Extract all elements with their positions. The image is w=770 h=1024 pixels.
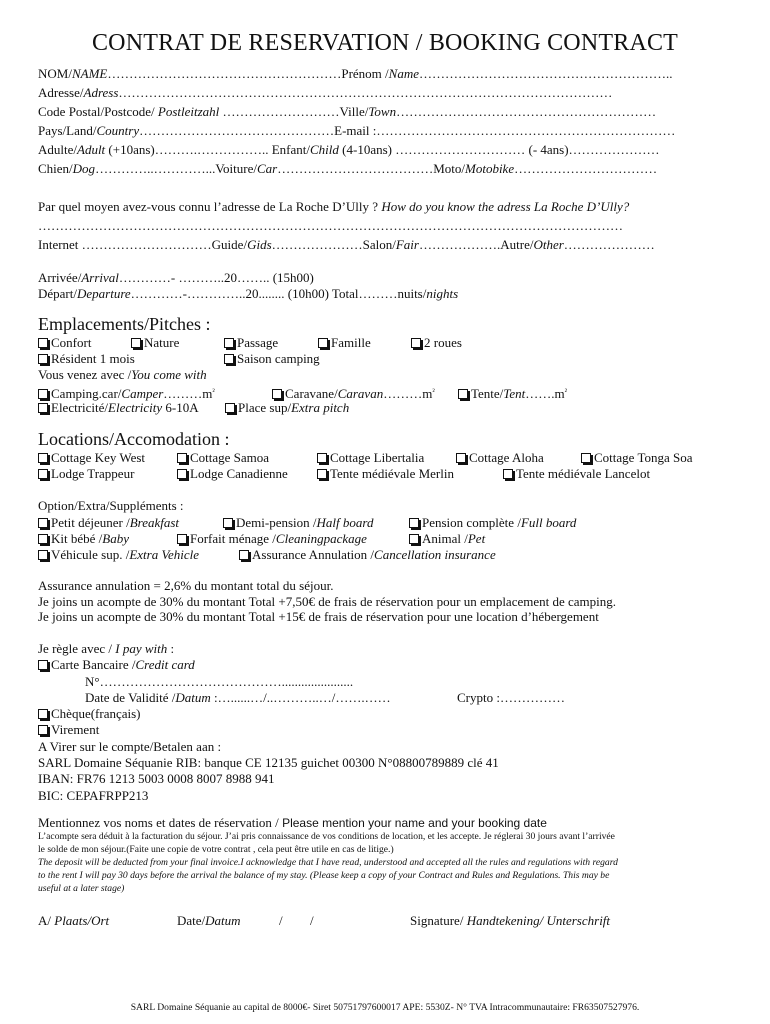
option-label: Carte Bancaire / — [51, 657, 136, 672]
caravan-label: Caravane/ — [285, 386, 338, 401]
address-label: Adresse/ — [38, 85, 84, 100]
child-label: Child — [310, 142, 339, 157]
checkbox[interactable] — [409, 518, 419, 528]
signature-label: Signature/ — [410, 913, 467, 928]
postcode-line[interactable] — [38, 104, 656, 120]
option-label-en: Breakfast — [129, 515, 180, 530]
locations-heading: Locations/Accomodation : — [38, 429, 230, 449]
option-label: Tente médiévale Merlin — [330, 466, 454, 481]
option-label: Cottage Samoa — [190, 450, 270, 465]
electricity-label: Electricité/ — [51, 400, 109, 415]
car-field: ………………………………Moto/ — [277, 161, 465, 176]
place-field[interactable] — [38, 913, 109, 929]
checkbox[interactable] — [581, 453, 591, 463]
electricity-option[interactable] — [38, 400, 199, 416]
terms-en-line-1: The deposit will be deducted from your final invoice.I acknowledge that I have read, understood and accepted all the rules and regulations with regard — [38, 857, 618, 868]
option-label: Tente médiévale Lancelot — [516, 466, 651, 481]
option-label: Petit déjeuner / — [51, 515, 130, 530]
option-label-en: Pet — [467, 531, 486, 546]
option-label-en: Baby — [102, 531, 129, 546]
checkbox[interactable] — [224, 354, 234, 364]
question-en: How do you know the adress La Roche D’Ully? — [381, 199, 630, 214]
other-label: Other — [533, 237, 564, 252]
checkbox[interactable] — [38, 338, 48, 348]
option-label-en: Cleaningpackage — [275, 531, 367, 546]
terms-fr-line-2: le solde de mon séjour.(Faite une copie de votre contrat , cela peut être utile en cas de litige.) — [38, 844, 394, 855]
option-label: Nature — [144, 335, 180, 350]
terms-en-line-3: useful at a later stage) — [38, 883, 125, 894]
checkbox[interactable] — [38, 354, 48, 364]
option-half-board[interactable] — [223, 515, 373, 531]
option-label-en: Credit card — [135, 657, 195, 672]
pitch-option-season[interactable] — [224, 351, 320, 367]
address-label-en: Adress — [83, 85, 119, 100]
adult-label: Adulte/ — [38, 142, 77, 157]
tent-option[interactable] — [458, 384, 567, 402]
dog-field: …………..…………...Voiture/ — [95, 161, 257, 176]
other-field: ………………… — [563, 237, 655, 252]
cottage-samoa[interactable] — [177, 450, 269, 466]
option-label: Lodge Trappeur — [51, 466, 135, 481]
square-unit: ² — [432, 387, 435, 396]
checkbox[interactable] — [38, 403, 48, 413]
fair-label: Fair — [395, 237, 419, 252]
payment-label-fr: Je règle avec / — [38, 641, 116, 656]
lodge-canadienne[interactable] — [177, 466, 288, 482]
transfer-label: A Virer sur le compte/Betalen aan : — [38, 739, 222, 754]
checkbox[interactable] — [411, 338, 421, 348]
question-fr: Par quel moyen avez-vous connu l’adresse de La Roche D’Ully ? — [38, 199, 382, 214]
arrival-line[interactable] — [38, 270, 314, 286]
cottage-libertalia[interactable] — [317, 450, 424, 466]
option-label: Animal / — [422, 531, 468, 546]
checkbox[interactable] — [456, 453, 466, 463]
other-option: ……………….Autre/ — [418, 237, 534, 252]
card-validity-field[interactable] — [85, 690, 391, 706]
option-baby-kit[interactable] — [38, 531, 129, 547]
payment-colon: : — [167, 641, 175, 656]
checkbox[interactable] — [38, 660, 48, 670]
checkbox[interactable] — [458, 389, 468, 399]
option-label: Virement — [51, 722, 100, 737]
date-field[interactable] — [177, 913, 241, 929]
date-label-nl: Datum — [205, 913, 241, 928]
checkbox[interactable] — [38, 534, 48, 544]
departure-field: …………-…………..20........ (10h00) Total………nuits/ — [130, 286, 427, 301]
tent-label-en: Tent — [503, 386, 526, 401]
option-label: Pension complète / — [422, 515, 521, 530]
first-name-field: ………………………………………………….. — [419, 66, 673, 81]
country-label-en: Country — [96, 123, 140, 138]
option-label: Passage — [237, 335, 279, 350]
place-label: A/ — [38, 913, 55, 928]
moto-label: Motobike — [465, 161, 515, 176]
option-breakfast[interactable] — [38, 515, 179, 531]
options-heading: Option/Extra/Suppléments : — [38, 498, 184, 513]
option-pet[interactable] — [409, 531, 485, 547]
payment-label-en: I pay with — [115, 641, 168, 656]
child-field: (4-10ans) ………………………… (- 4ans)………………… — [338, 142, 660, 157]
pitch-option-resident[interactable] — [38, 351, 135, 367]
electricity-amps: 6-10A — [162, 400, 199, 415]
option-cleaning[interactable] — [177, 531, 367, 547]
option-label: Saison camping — [237, 351, 320, 366]
checkbox[interactable] — [177, 534, 187, 544]
bank-iban: IBAN: FR76 1213 5003 0008 8007 8988 941 — [38, 771, 275, 786]
moto-field: …………………………… — [514, 161, 658, 176]
checkbox[interactable] — [318, 338, 328, 348]
checkbox[interactable] — [38, 518, 48, 528]
extra-pitch-option[interactable] — [225, 400, 349, 416]
come-with-en: You come with — [131, 367, 207, 382]
option-extra-vehicle[interactable] — [38, 547, 199, 563]
deposit-rental-note: Je joins un acompte de 30% du montant Total +15€ de frais de réservation pour une location d’hébergement — [38, 609, 599, 624]
lodge-trappeur[interactable] — [38, 466, 134, 482]
signature-label-nl-de: Handtekening/ Unterschrift — [466, 913, 611, 928]
square-unit: ² — [564, 387, 567, 396]
tente-lancelot[interactable] — [503, 466, 650, 482]
card-number-field[interactable]: N°……………………………………...................... — [85, 674, 354, 689]
option-label: Cottage Tonga Soa — [594, 450, 693, 465]
vehicles-line[interactable] — [38, 161, 657, 177]
date-slash-2: / — [310, 913, 314, 928]
checkbox[interactable] — [317, 469, 327, 479]
option-label: Cottage Key West — [51, 450, 146, 465]
town-label: Town — [368, 104, 397, 119]
camper-label: Camping.car/ — [51, 386, 122, 401]
pitch-option-passage[interactable] — [224, 335, 278, 351]
name-line[interactable] — [38, 66, 673, 82]
option-label: Confort — [51, 335, 92, 350]
checkbox[interactable] — [225, 403, 235, 413]
option-label: Assurance Annulation / — [252, 547, 375, 562]
signature-field[interactable] — [410, 913, 610, 929]
checkbox[interactable] — [503, 469, 513, 479]
checkbox[interactable] — [38, 389, 48, 399]
pitch-option-famille[interactable] — [318, 335, 371, 351]
extra-pitch-label: Place sup/ — [238, 400, 292, 415]
option-label: Résident 1 mois — [51, 351, 135, 366]
dog-label: Chien/ — [38, 161, 73, 176]
option-label: Kit bébé / — [51, 531, 103, 546]
come-with-fr: Vous venez avec / — [38, 367, 132, 382]
checkbox[interactable] — [272, 389, 282, 399]
payment-heading — [38, 641, 174, 657]
checkbox[interactable] — [38, 709, 48, 719]
gids-label: Gids — [247, 237, 272, 252]
departure-label-en: Departure — [76, 286, 131, 301]
arrival-label-en: Arrival — [81, 270, 119, 285]
insurance-note: Assurance annulation = 2,6% du montant total du séjour. — [38, 578, 334, 593]
cottage-key-west[interactable] — [38, 450, 145, 466]
come-with-label — [38, 367, 207, 383]
town-field: …………………………………………………… — [396, 104, 657, 119]
arrival-label: Arrivée/ — [38, 270, 82, 285]
payment-credit-card[interactable] — [38, 657, 195, 673]
checkbox[interactable] — [177, 453, 187, 463]
pitches-heading: Emplacements/Pitches : — [38, 314, 211, 334]
cottage-tonga-soa[interactable] — [581, 450, 693, 466]
country-email-field: ………………………………………E-mail :…………………………………………………………… — [139, 123, 676, 138]
checkbox[interactable] — [38, 469, 48, 479]
checkbox[interactable] — [38, 453, 48, 463]
option-label: Cottage Aloha — [469, 450, 544, 465]
electricity-label-en: Electricity — [108, 400, 163, 415]
nights-label: nights — [426, 286, 459, 301]
card-crypto-field[interactable]: Crypto :…………… — [457, 690, 565, 705]
car-label: Car — [256, 161, 278, 176]
option-label: Famille — [331, 335, 371, 350]
name-label: NOM/ — [38, 66, 72, 81]
terms-en-line-2: to the rent I will pay 30 days before the arrival the balance of my stay. (Please keep a copy of your Contract and Rules and Regulations. This may be — [38, 870, 610, 881]
salon-option: …………………Salon/ — [271, 237, 396, 252]
option-label: Forfait ménage / — [190, 531, 276, 546]
camper-field: ………m — [163, 386, 213, 401]
name-field: ………………………………………………Prénom / — [107, 66, 389, 81]
address-field: …………………………………………………………………………………………………… — [118, 85, 613, 100]
first-name-label: Name — [388, 66, 419, 81]
bank-bic: BIC: CEPAFRPP213 — [38, 788, 149, 803]
contract-title: CONTRAT DE RESERVATION / BOOKING CONTRACT — [91, 30, 679, 56]
date-slash-1: / — [279, 913, 283, 928]
how-known-options[interactable] — [38, 237, 655, 253]
place-label-nl-de: Plaats/Ort — [54, 913, 110, 928]
option-label-en: Full board — [520, 515, 577, 530]
postcode-field: ………………………Ville/ — [219, 104, 369, 119]
option-label: Véhicule sup. / — [51, 547, 130, 562]
country-label: Pays/Land/ — [38, 123, 97, 138]
option-cancellation-insurance[interactable] — [239, 547, 496, 563]
adult-field: (+10ans)……….…………….. Enfant/ — [105, 142, 311, 157]
departure-line[interactable] — [38, 286, 458, 302]
option-label: Demi-pension / — [236, 515, 317, 530]
option-label: Chèque(français) — [51, 706, 141, 721]
postcode-label-de: Postleitzahl — [157, 104, 220, 119]
adult-label-en: Adult — [77, 142, 106, 157]
checkbox[interactable] — [131, 338, 141, 348]
internet-option: Internet …………………………Guide/ — [38, 237, 248, 252]
checkbox[interactable] — [409, 534, 419, 544]
pitch-option-nature[interactable] — [131, 335, 179, 351]
square-unit: ² — [212, 387, 215, 396]
option-label-en: Extra Vehicle — [129, 547, 200, 562]
country-line[interactable] — [38, 123, 675, 139]
how-known-question — [38, 199, 629, 215]
terms-fr-line-1: L’acompte sera déduit à la facturation du séjour. J’ai pris connaissance de vos conditions de location, et les accepte. Je réglerai 30 jours avant l’arrivée — [38, 831, 615, 842]
checkbox[interactable] — [224, 338, 234, 348]
address-line[interactable] — [38, 85, 612, 101]
payment-cheque[interactable] — [38, 706, 141, 722]
pitch-option-confort[interactable] — [38, 335, 91, 351]
deposit-camping-note: Je joins un acompte de 30% du montant Total +7,50€ de frais de réservation pour un emplacement de camping. — [38, 594, 617, 609]
payment-transfer[interactable] — [38, 722, 99, 738]
validity-dots: :…......…/..………..…/…….…… — [210, 690, 391, 705]
option-full-board[interactable] — [409, 515, 576, 531]
tente-merlin[interactable] — [317, 466, 454, 482]
camper-label-en: Camper — [121, 386, 164, 401]
checkbox[interactable] — [239, 550, 249, 560]
option-label: 2 roues — [424, 335, 462, 350]
name-label-en: NAME — [71, 66, 108, 81]
mention-en: Please mention your name and your booking date — [282, 816, 547, 830]
option-label: Cottage Libertalia — [330, 450, 425, 465]
checkbox[interactable] — [38, 550, 48, 560]
tent-field: …….m — [525, 386, 565, 401]
cottage-aloha[interactable] — [456, 450, 544, 466]
guests-line[interactable] — [38, 142, 660, 158]
checkbox[interactable] — [317, 453, 327, 463]
option-label: Lodge Canadienne — [190, 466, 288, 481]
mention-line — [38, 815, 547, 831]
bank-rib: SARL Domaine Séquanie RIB: banque CE 12135 guichet 00300 N°08800789889 clé 41 — [38, 755, 499, 770]
caravan-label-en: Caravan — [337, 386, 384, 401]
checkbox[interactable] — [177, 469, 187, 479]
option-label-en: Half board — [316, 515, 374, 530]
tent-label: Tente/ — [471, 386, 504, 401]
how-known-answer-field[interactable]: ……………………………………………………………………………………………………………………… — [38, 218, 623, 233]
departure-label: Départ/ — [38, 286, 77, 301]
mention-fr: Mentionnez vos noms et dates de réservation / — [38, 815, 283, 830]
dog-label-en: Dog — [72, 161, 96, 176]
checkbox[interactable] — [223, 518, 233, 528]
extra-pitch-label-en: Extra pitch — [291, 400, 350, 415]
pitch-option-2-roues[interactable] — [411, 335, 462, 351]
date-label: Date/ — [177, 913, 206, 928]
company-footer: SARL Domaine Séquanie au capital de 8000€- Siret 50751797600017 APE: 5530Z- N° TVA Intracommunautaire: FR63507527976. — [130, 1002, 640, 1013]
arrival-field: …………- ………..20…….. (15h00) — [118, 270, 314, 285]
caravan-field: ………m — [383, 386, 433, 401]
validity-label-en: Datum — [175, 690, 211, 705]
validity-label: Date de Validité / — [85, 690, 176, 705]
option-label-en: Cancellation insurance — [374, 547, 496, 562]
checkbox[interactable] — [38, 725, 48, 735]
postcode-label: Code Postal/Postcode/ — [38, 104, 158, 119]
